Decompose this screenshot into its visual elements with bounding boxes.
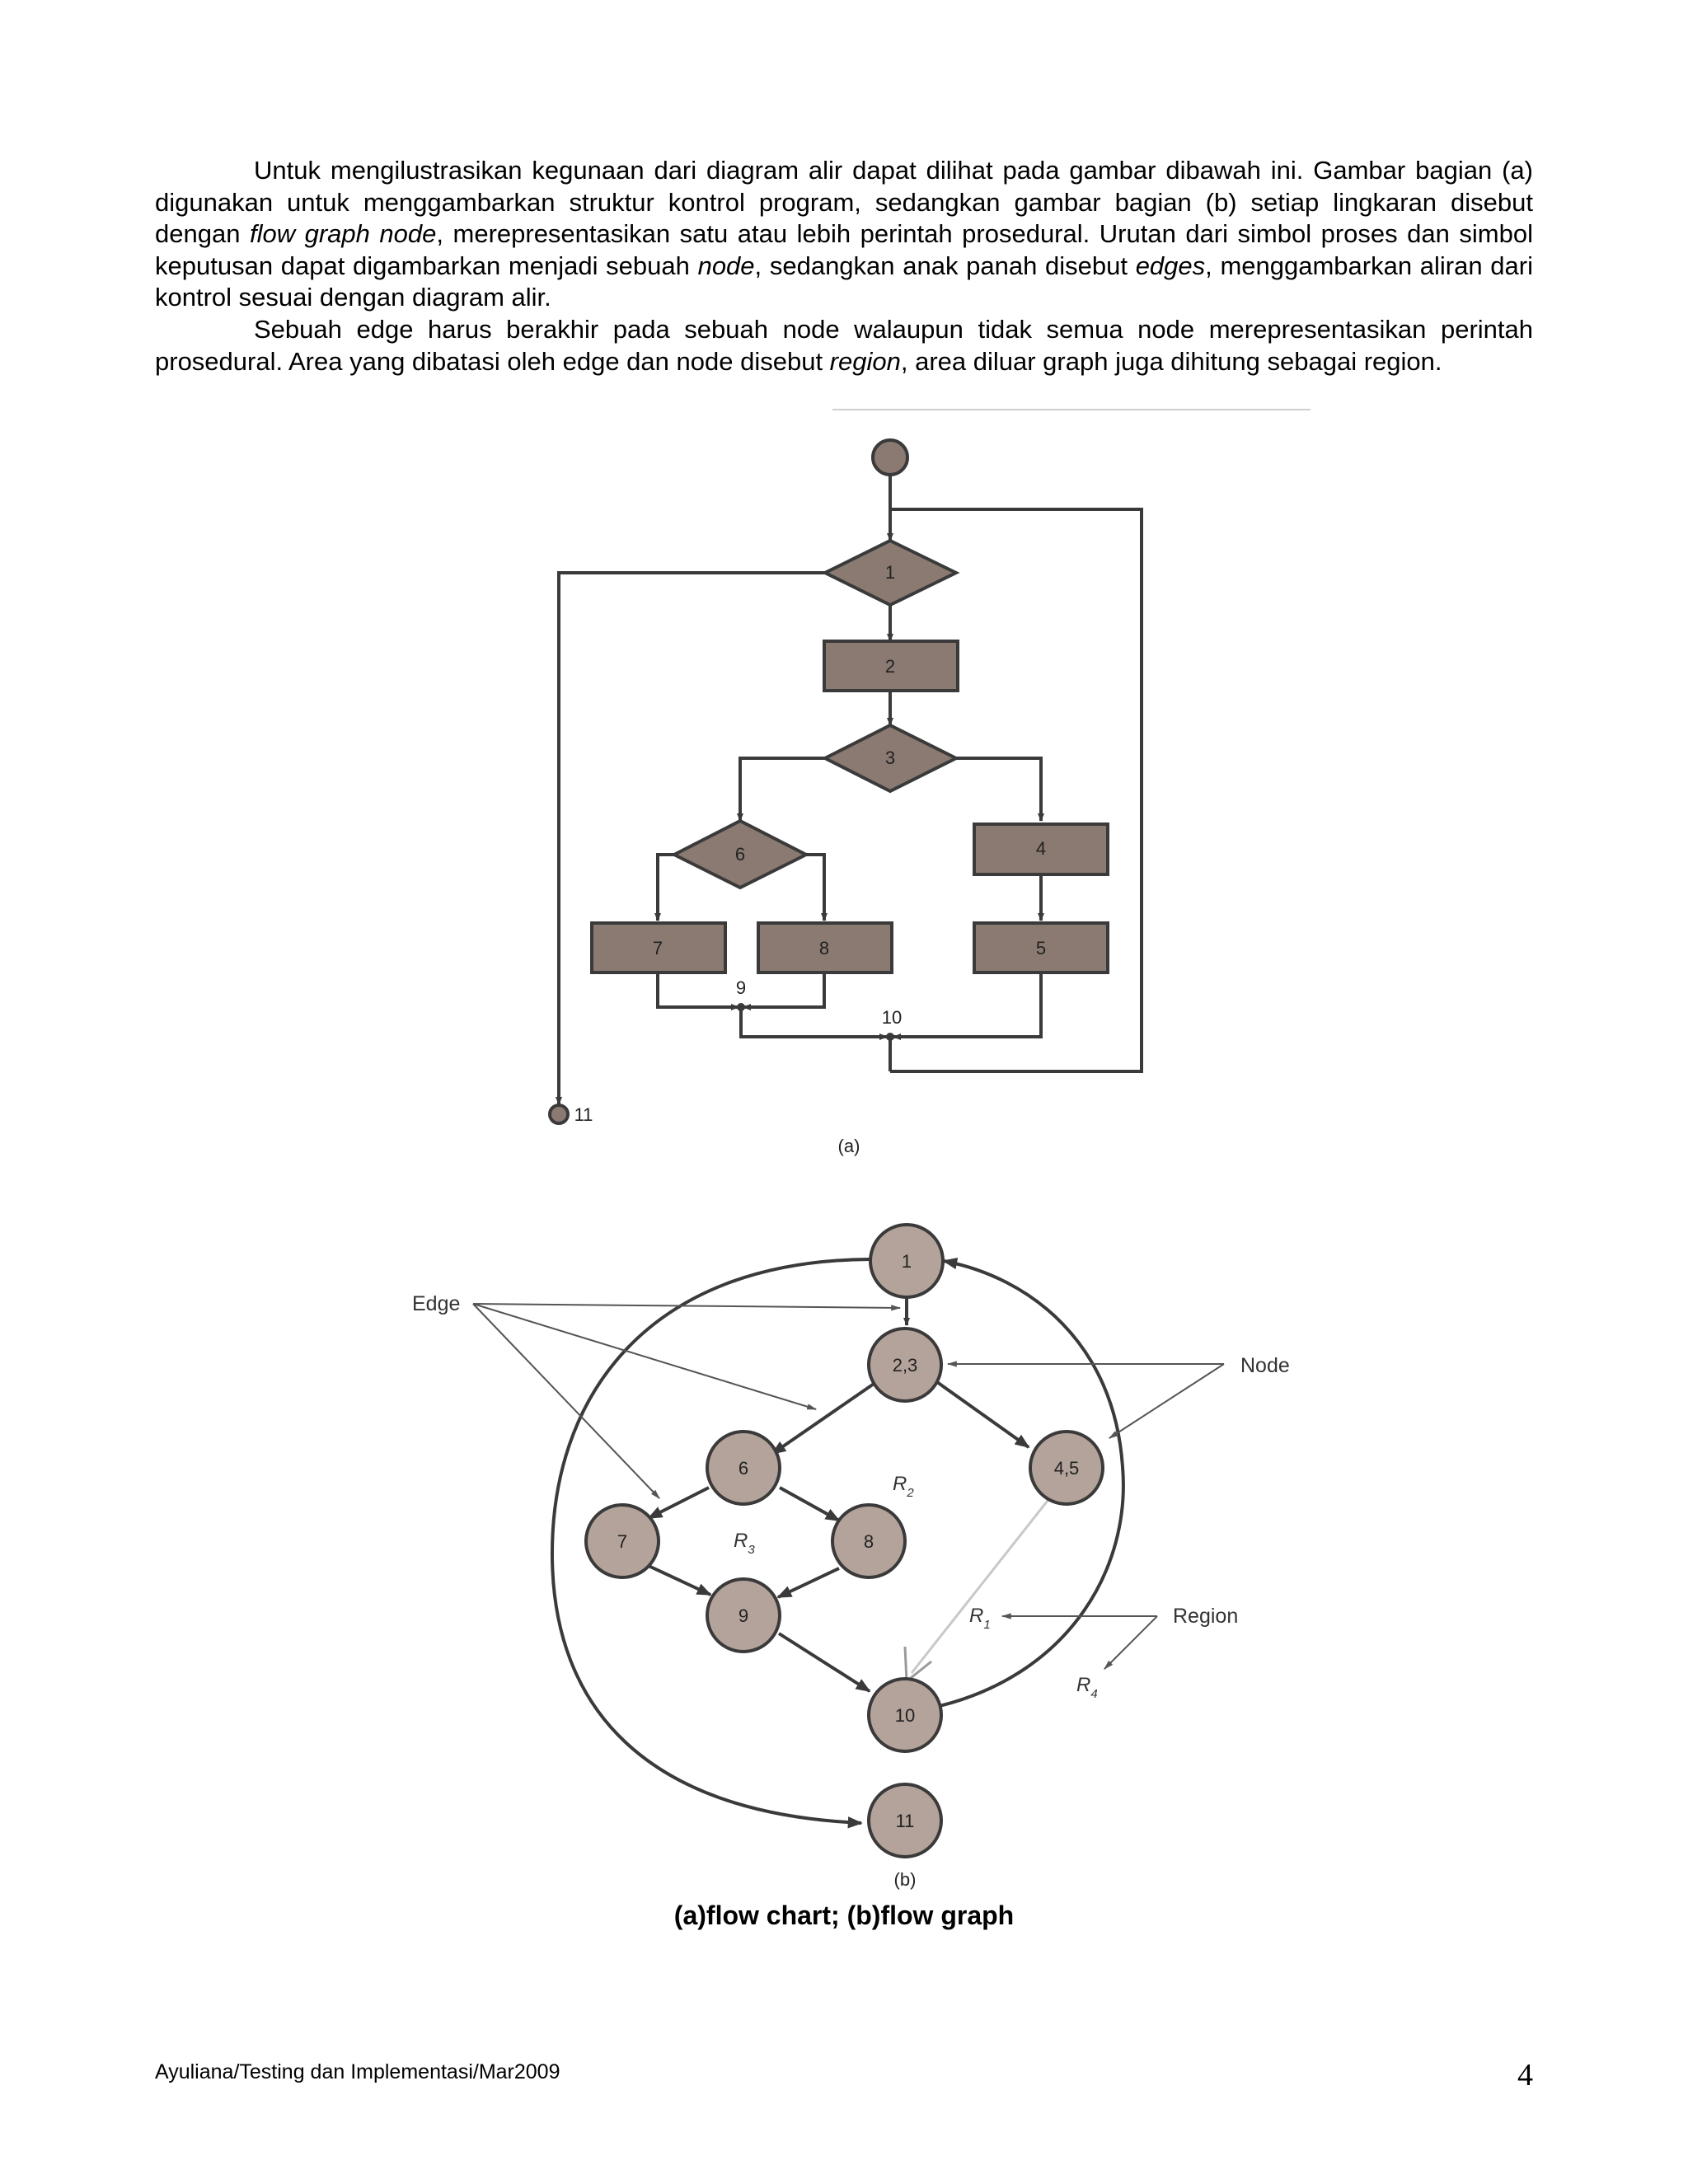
node-annotation: Node xyxy=(1240,1354,1290,1377)
label-8: 8 xyxy=(818,938,830,958)
flowgraph-label: (b) xyxy=(893,1869,917,1890)
graph-label-7: 7 xyxy=(617,1531,628,1552)
graph-label-6: 6 xyxy=(738,1458,749,1479)
edge-45-to-10 xyxy=(905,1493,1053,1681)
label-1: 1 xyxy=(884,562,896,583)
flowgraph-annotations xyxy=(412,1292,1290,1628)
flowchart xyxy=(550,440,1142,1123)
footer-text: Ayuliana/Testing dan Implementasi/Mar2009 xyxy=(155,2060,560,2083)
flowgraph-nodes xyxy=(586,1225,1103,1857)
label-9: 9 xyxy=(735,977,747,998)
region-r2: $R_2$ xyxy=(893,1473,914,1500)
end-node-11 xyxy=(550,1105,568,1123)
graph-label-45: 4,5 xyxy=(1053,1458,1080,1479)
label-6: 6 xyxy=(734,844,746,865)
label-7: 7 xyxy=(652,938,663,958)
region-r1: $R_1$ xyxy=(969,1605,991,1632)
paragraph-1: Untuk mengilustrasikan kegunaan dari diagram alir dapat dilihat pada gambar dibawah ini. Gambar bagian (a) digunakan untuk menggambarkan struktur kontrol program, sedangkan gambar bagian (b) setiap lingkaran disebut dengan flow graph node, merepresentasikan satu atau lebih perintah prosedural. Urutan dari simbol proses dan simbol keputusan dapat digambarkan menjadi sebuah node, sedangkan anak panah disebut edges, menggambarkan aliran dari kontrol sesuai dengan diagram alir. xyxy=(155,156,1533,312)
edge-annotation: Edge xyxy=(412,1292,461,1315)
label-3: 3 xyxy=(884,748,896,768)
graph-label-1: 1 xyxy=(901,1251,912,1272)
graph-label-8: 8 xyxy=(863,1531,874,1552)
graph-label-10: 10 xyxy=(894,1705,916,1726)
page-number: 4 xyxy=(1517,2058,1533,2093)
region-r3: $R_3$ xyxy=(734,1530,755,1557)
graph-label-23: 2,3 xyxy=(892,1355,918,1376)
junction-10 xyxy=(886,1033,894,1041)
figure-caption: (a)flow chart; (b)flow graph xyxy=(673,1900,1015,1930)
start-node xyxy=(873,440,907,475)
paragraph-2: Sebuah edge harus berakhir pada sebuah node walaupun tidak semua node merepresentasikan perintah prosedural. Area yang dibatasi oleh edge dan node disebut region, area diluar graph juga dihitung sebagai region. xyxy=(155,315,1533,376)
junction-9 xyxy=(737,1003,745,1011)
region-r4: $R_4$ xyxy=(1076,1674,1098,1701)
flowchart-label: (a) xyxy=(837,1136,860,1156)
label-4: 4 xyxy=(1035,838,1047,859)
label-5: 5 xyxy=(1035,938,1047,958)
annotation-lines xyxy=(473,1304,1224,1669)
label-11: 11 xyxy=(574,1104,593,1125)
region-annotation: Region xyxy=(1173,1605,1239,1628)
label-10: 10 xyxy=(881,1007,903,1028)
graph-label-11: 11 xyxy=(895,1811,915,1831)
label-2: 2 xyxy=(884,656,896,677)
graph-label-9: 9 xyxy=(738,1605,749,1626)
